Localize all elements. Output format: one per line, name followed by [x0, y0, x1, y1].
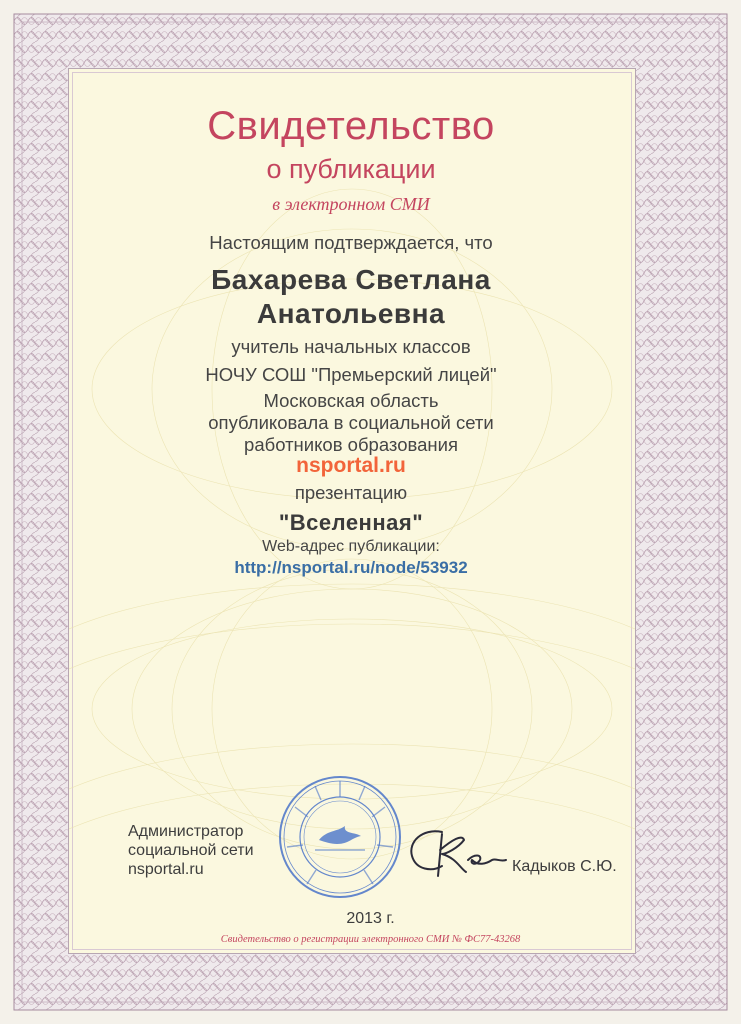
admin-line3: nsportal.ru — [128, 861, 204, 878]
web-address-label: Web-адрес публикации: — [262, 538, 440, 555]
publication-link[interactable]: http://nsportal.ru/node/53932 — [234, 558, 468, 577]
recipient-school: НОЧУ СОШ "Премьерский лицей" — [205, 364, 497, 385]
recipient-name-line1: Бахарева Светлана — [211, 264, 491, 295]
certificate-title: Свидетельство — [207, 104, 495, 148]
admin-line2: социальной сети — [128, 842, 254, 859]
published-text-line1: опубликовала в социальной сети — [208, 412, 494, 433]
recipient-region: Московская область — [263, 390, 439, 411]
work-type: презентацию — [294, 482, 408, 503]
published-text-line2: работников образования — [244, 434, 458, 455]
stamp-seal-icon — [275, 772, 405, 902]
admin-line1: Администратор — [128, 823, 244, 840]
signer-name: Кадыков С.Ю. — [512, 858, 617, 875]
recipient-position: учитель начальных классов — [231, 336, 471, 357]
work-title: "Вселенная" — [278, 510, 424, 535]
certificate-medium: в электронном СМИ — [272, 194, 430, 214]
registration-note: Свидетельство о регистрации электронного СМИ № ФС77-43268 — [220, 934, 521, 945]
administrator-block — [128, 822, 278, 879]
signature-icon — [402, 820, 510, 882]
confirm-text: Настоящим подтверждается, что — [209, 232, 493, 253]
issue-year: 2013 г. — [346, 910, 395, 927]
portal-name: nsportal.ru — [296, 454, 406, 477]
recipient-name-line2: Анатольевна — [256, 298, 446, 329]
certificate-subtitle: о публикации — [266, 154, 436, 184]
